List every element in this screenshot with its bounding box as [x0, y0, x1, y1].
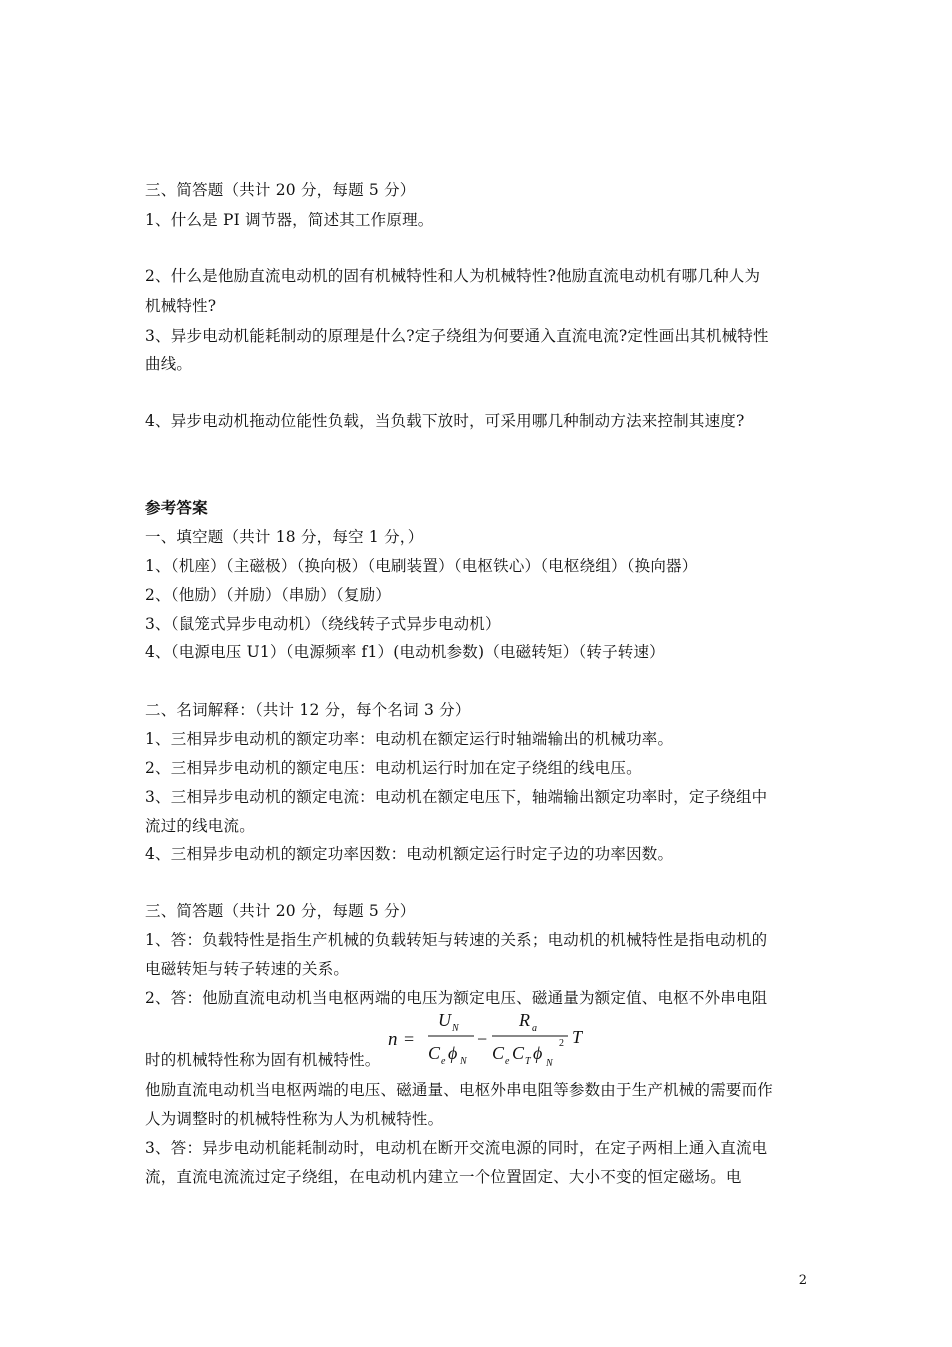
- answers-part3-item3-line2: 流，直流电流流过定子绕组，在电动机内建立一个位置固定、大小不变的恒定磁场。电: [145, 1168, 742, 1186]
- formula-den2-phi-sub: N: [546, 1058, 553, 1069]
- formula-num1-sub: N: [452, 1023, 459, 1034]
- answers-part3-item1-line2: 电磁转矩与转子转速的关系。: [145, 960, 350, 978]
- answers-part3-item2-line3: 他励直流电动机当电枢两端的电压、磁通量、电枢外串电阻等参数由于生产机械的需要而作: [145, 1081, 774, 1099]
- answers-part1-item4: 4、（电源电压 U1）（电源频率 f1）(电动机参数)（电磁转矩）（转子转速）: [145, 643, 665, 661]
- formula-num2-sub: a: [532, 1023, 537, 1034]
- question-1: 1、什么是 PI 调节器，简述其工作原理。: [145, 211, 434, 229]
- formula-tail: T: [572, 1027, 583, 1047]
- formula-minus: −: [477, 1029, 488, 1049]
- question-2-line1: 2、什么是他励直流电动机的固有机械特性和人为机械特性?他励直流电动机有哪几种人为: [145, 267, 761, 285]
- formula-lhs: n: [388, 1029, 398, 1050]
- answers-part1-item1: 1、（机座）（主磁极）（换向极）（电刷装置）（电枢铁心）（电枢绕组）（换向器）: [145, 557, 698, 575]
- question-2-line2: 机械特性?: [145, 297, 217, 315]
- answers-part2-heading: 二、名词解释：（共计 12 分，每个名词 3 分）: [145, 701, 471, 719]
- formula-den2-c1: C: [492, 1043, 505, 1063]
- answers-part3-heading: 三、简答题（共计 20 分，每题 5 分）: [145, 902, 416, 920]
- page-number: 2: [798, 1273, 807, 1288]
- answers-part2-item1: 1、三相异步电动机的额定功率：电动机在额定运行时轴端输出的机械功率。: [145, 730, 674, 748]
- answers-part2-item3-line1: 3、三相异步电动机的额定电流：电动机在额定电压下，轴端输出额定功率时，定子绕组中: [145, 788, 768, 806]
- formula-den2-c2: C: [512, 1043, 525, 1063]
- answers-part2-item4: 4、三相异步电动机的额定功率因数：电动机额定运行时定子边的功率因数。: [145, 845, 674, 863]
- formula-den2-c1-sub: e: [505, 1056, 510, 1067]
- answers-part1-item3: 3、（鼠笼式异步电动机）（绕线转子式异步电动机）: [145, 615, 501, 633]
- answers-part3-item2-line4: 人为调整时的机械特性称为人为机械特性。: [145, 1110, 444, 1128]
- formula-den2-phi: ϕ: [533, 1043, 543, 1063]
- formula-num1: U: [438, 1010, 451, 1030]
- formula-den1-c: C: [428, 1043, 441, 1063]
- answers-part3-item3-line1: 3、答：异步电动机能耗制动时，电动机在断开交流电源的同时，在定子两相上通入直流电: [145, 1139, 768, 1157]
- formula-equals: =: [404, 1029, 415, 1049]
- question-3-line2: 曲线。: [145, 355, 193, 373]
- answers-title: 参考答案: [145, 498, 208, 517]
- formula-den2-exp: 2: [559, 1038, 564, 1049]
- formula-den1-c-sub: e: [441, 1056, 446, 1067]
- formula-num2: R: [519, 1010, 530, 1030]
- answers-part2-item2: 2、三相异步电动机的额定电压：电动机运行时加在定子绕组的线电压。: [145, 759, 642, 777]
- formula-den1-phi: ϕ: [448, 1043, 458, 1063]
- section3-heading: 三、简答题（共计 20 分，每题 5 分）: [145, 181, 416, 199]
- answers-part1-item2: 2、（他励）（并励）（串励）（复励）: [145, 586, 391, 604]
- answers-part3-item1-line1: 1、答：负载特性是指生产机械的负载转矩与转速的关系；电动机的机械特性是指电动机的: [145, 931, 768, 949]
- answers-part3-item2-line2: 时的机械特性称为固有机械特性。: [145, 1051, 381, 1069]
- answers-part3-item2-line1: 2、答：他励直流电动机当电枢两端的电压为额定电压、磁通量为额定值、电枢不外串电阻: [145, 989, 768, 1007]
- question-4: 4、异步电动机拖动位能性负载，当负载下放时，可采用哪几种制动方法来控制其速度?: [145, 412, 745, 430]
- formula-den1-phi-sub: N: [460, 1056, 467, 1067]
- answers-part2-item3-line2: 流过的线电流。: [145, 817, 255, 835]
- question-3-line1: 3、异步电动机能耗制动的原理是什么?定子绕组为何要通入直流电流?定性画出其机械特性: [145, 327, 769, 345]
- mechanical-characteristic-formula: [388, 1008, 598, 1070]
- answers-part1-heading: 一、填空题（共计 18 分，每空 1 分，）: [145, 528, 424, 546]
- formula-den2-c2-sub: T: [525, 1056, 531, 1067]
